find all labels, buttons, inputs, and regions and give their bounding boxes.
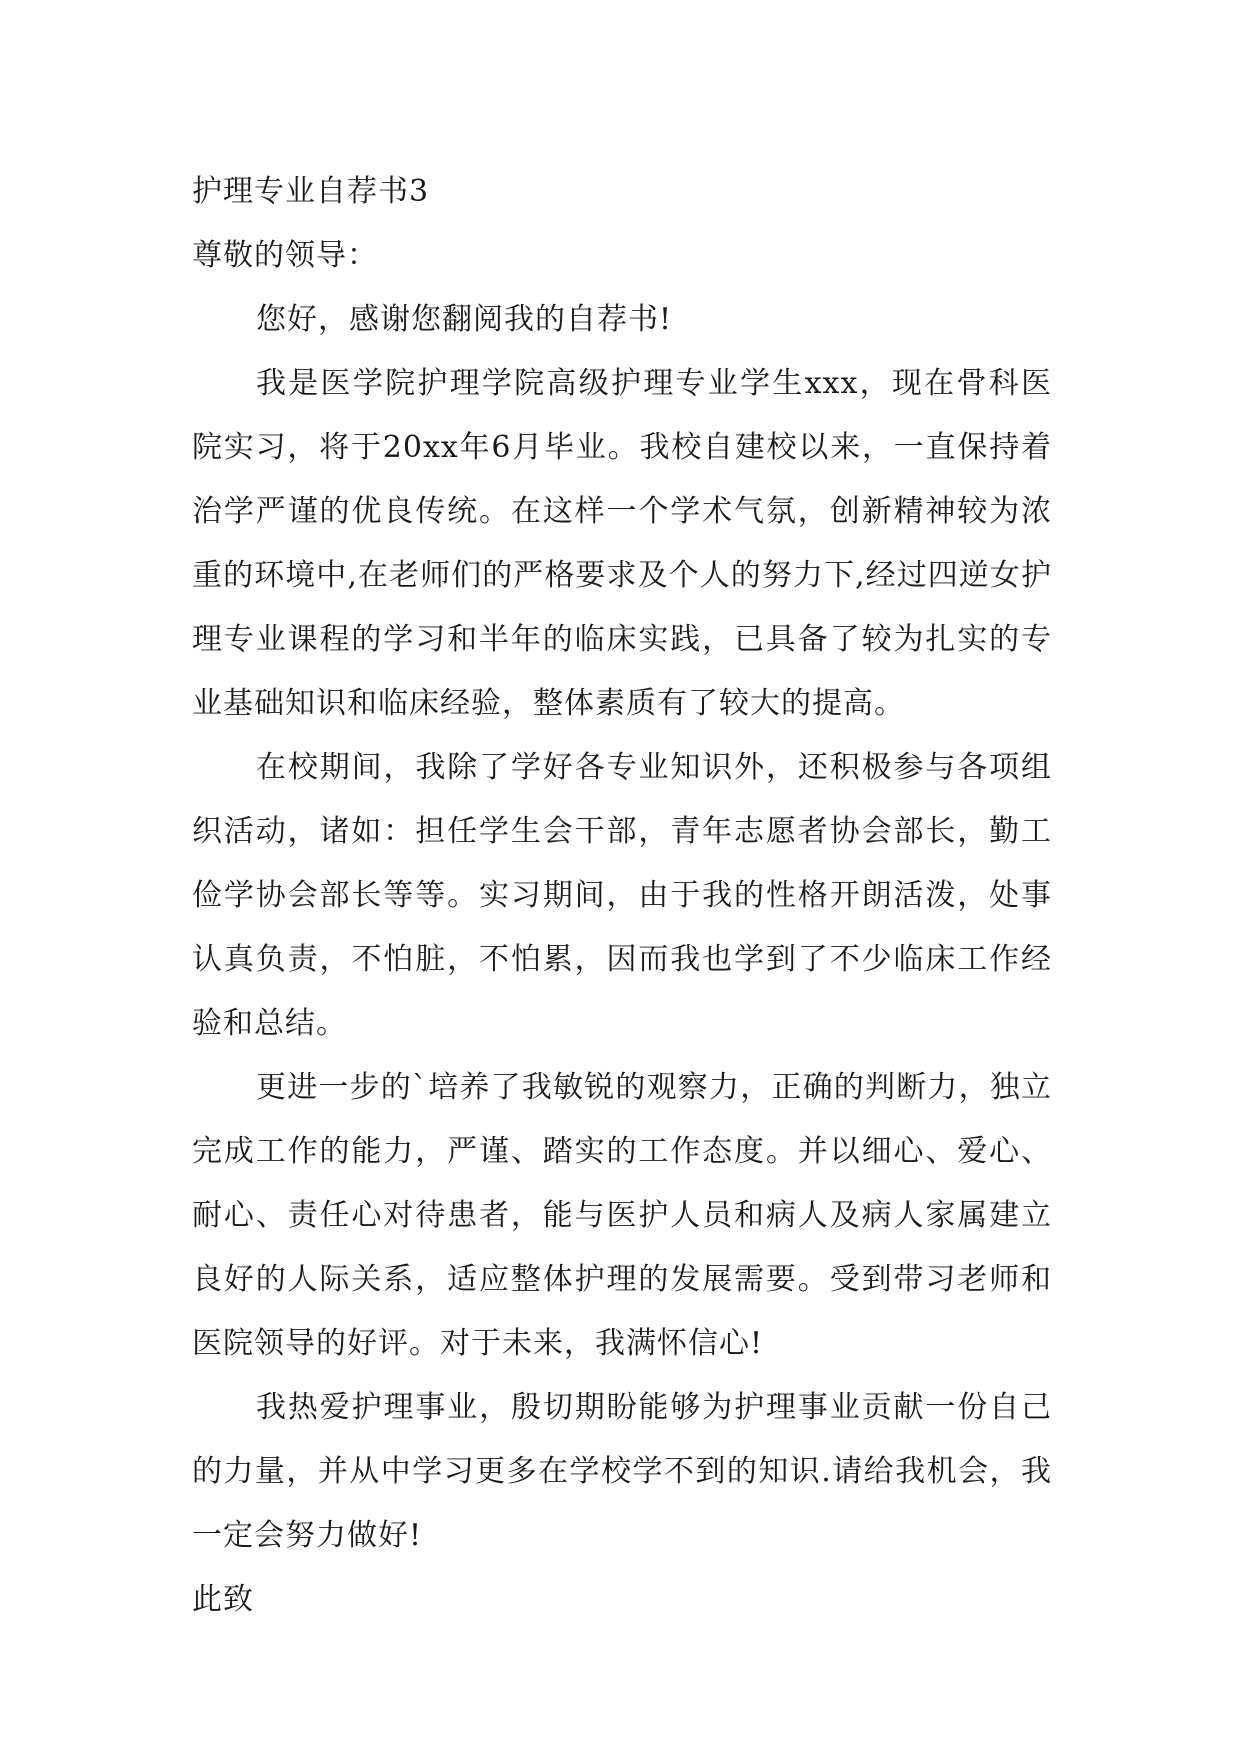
document-body: [192, 160, 1052, 1632]
paragraph-abilities: 更进一步的`培养了我敏锐的观察力，正确的判断力，独立完成工作的能力，严谨、踏实的工作态度。并以细心、爱心、耐心、责任心对待患者，能与医护人员和病人及病人家属建立良好的人际关系，适应整体护理的发展需要。受到带习老师和医院领导的好评。对于未来，我满怀信心!: [192, 1070, 1052, 1361]
document-title: 护理专业自荐书3: [192, 174, 430, 209]
closing: 此致: [192, 1582, 254, 1617]
paragraph-school-activities: 在校期间，我除了学好各专业知识外，还积极参与各项组织活动，诸如：担任学生会干部，青年志愿者协会部长，勤工俭学协会部长等等。实习期间，由于我的性格开朗活泼，处事认真负责，不怕脏，不怕累，因而我也学到了不少临床工作经验和总结。: [192, 750, 1052, 1041]
paragraph-greeting: 您好，感谢您翻阅我的自荐书!: [256, 302, 673, 337]
paragraph-aspiration: 我热爱护理事业，殷切期盼能够为护理事业贡献一份自己的力量，并从中学习更多在学校学不到的知识.请给我机会，我一定会努力做好!: [192, 1390, 1052, 1553]
salutation: 尊敬的领导：: [192, 238, 378, 273]
paragraph-introduction: 我是医学院护理学院高级护理专业学生xxx，现在骨科医院实习，将于20xx年6月毕业。我校自建校以来，一直保持着治学严谨的优良传统。在这样一个学术气氛，创新精神较为浓重的环境中,在老师们的严格要求及个人的努力下,经过四逆女护理专业课程的学习和半年的临床实践，已具备了较为扎实的专业基础知识和临床经验，整体素质有了较大的提高。: [192, 366, 1052, 721]
